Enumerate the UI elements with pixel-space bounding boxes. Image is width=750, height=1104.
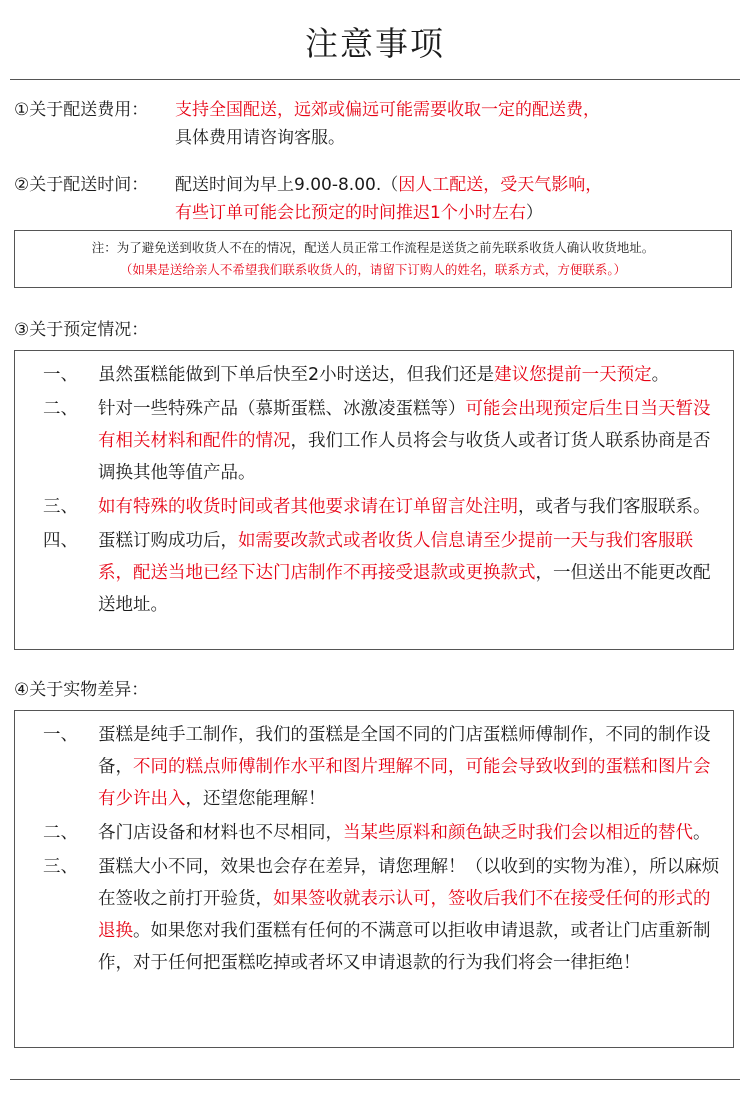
top-divider bbox=[10, 79, 740, 80]
highlight-text: 支持全国配送，远郊或偏远可能需要收取一定的配送费， bbox=[175, 100, 600, 120]
item-text: 各门店设备和材料也不尽相同， bbox=[98, 823, 343, 843]
section-heading: ①关于配送费用： bbox=[14, 100, 149, 120]
list-item bbox=[43, 525, 723, 621]
item-highlight: 不同的糕点师傅制作水平和图片理解不同，可能会导致收到的蛋糕和图片会有少许出入 bbox=[98, 757, 711, 809]
item-highlight: 可能会出现预定后生日当天暂没有相关材料和配件的情况 bbox=[98, 399, 711, 451]
note-line-highlight: （如果是送给亲人不希望我们联系收货人的，请留下订购人的姓名，联系方式，方便联系。） bbox=[119, 262, 627, 277]
list-item bbox=[43, 393, 723, 489]
item-text: 虽然蛋糕能做到下单后快至2小时送达，但我们还是 bbox=[98, 365, 495, 385]
item-text: 蛋糕大小不同，效果也会存在差异，请您理解！（以收到的实物为准），所以麻烦在签收之前打开验货， bbox=[98, 857, 720, 909]
item-text: 。 bbox=[693, 823, 711, 843]
delivery-time-content bbox=[175, 171, 602, 227]
list-item bbox=[43, 359, 723, 391]
item-number: 二、 bbox=[43, 399, 78, 419]
section-delivery-time bbox=[14, 171, 148, 199]
item-highlight: 如有特殊的收货时间或者其他要求请在订单留言处注明 bbox=[98, 497, 518, 517]
reservation-box bbox=[14, 350, 734, 650]
item-text: ，或者与我们客服联系。 bbox=[518, 497, 711, 517]
body-text: 配送时间为早上9.00-8.00.（ bbox=[175, 175, 399, 195]
body-text: ） bbox=[525, 203, 543, 223]
list-item bbox=[43, 719, 723, 815]
item-highlight: 建议您提前一天预定 bbox=[494, 365, 652, 385]
item-text: ，一但送出不能更改配送地址。 bbox=[98, 563, 711, 615]
item-text: 。 bbox=[651, 365, 670, 385]
bottom-divider bbox=[10, 1079, 740, 1080]
list-item bbox=[43, 491, 723, 523]
section-physical-difference bbox=[14, 676, 148, 704]
page-title: 注意事项 bbox=[305, 24, 445, 63]
item-number: 三、 bbox=[43, 497, 78, 517]
note-line: 注：为了避免送到收货人不在的情况，配送人员正常工作流程是送货之前先联系收货人确认收货地址。 bbox=[91, 240, 655, 255]
item-text: 针对一些特殊产品（慕斯蛋糕、冰激凌蛋糕等） bbox=[98, 399, 466, 419]
section-heading: ②关于配送时间： bbox=[14, 175, 149, 195]
item-number: 一、 bbox=[43, 725, 78, 745]
item-number: 四、 bbox=[43, 531, 78, 551]
item-text: 蛋糕是纯手工制作，我们的蛋糕是全国不同的门店蛋糕师傅制作，不同的制作设备， bbox=[98, 725, 711, 777]
item-number: 一、 bbox=[43, 365, 78, 385]
item-number: 三、 bbox=[43, 857, 78, 877]
item-number: 二、 bbox=[43, 823, 78, 843]
highlight-text: 有些订单可能会比预定的时间推迟1个小时左右 bbox=[175, 203, 526, 223]
section-delivery-fee bbox=[14, 96, 148, 124]
section-heading: ③关于预定情况： bbox=[14, 320, 149, 340]
section-reservation bbox=[14, 316, 148, 344]
item-text: 。如果您对我们蛋糕有任何的不满意可以拒收申请退款，或者让门店重新制作，对于任何把蛋糕吃掉或者坏又申请退款的行为我们将会一律拒绝！ bbox=[98, 921, 711, 973]
list-item bbox=[43, 817, 723, 849]
body-text: 具体费用请咨询客服。 bbox=[175, 128, 345, 148]
item-text: ，还望您能理解！ bbox=[185, 789, 326, 809]
item-highlight: 如果签收就表示认可，签收后我们不在接受任何的形式的退换 bbox=[98, 889, 711, 941]
item-text: 蛋糕订购成功后， bbox=[98, 531, 238, 551]
item-text: ，我们工作人员将会与收货人或者订货人联系协商是否调换其他等值产品。 bbox=[98, 431, 711, 483]
delivery-fee-content bbox=[175, 96, 600, 152]
delivery-note-box bbox=[14, 230, 732, 288]
list-item bbox=[43, 851, 723, 979]
item-highlight: 如需要改款式或者收货人信息请至少提前一天与我们客服联系，配送当地已经下达门店制作不再接受退款或更换款式 bbox=[98, 531, 693, 583]
item-highlight: 当某些原料和颜色缺乏时我们会以相近的替代 bbox=[343, 823, 693, 843]
difference-box bbox=[14, 710, 734, 1048]
highlight-text: 因人工配送，受天气影响， bbox=[398, 175, 603, 195]
section-heading: ④关于实物差异： bbox=[14, 680, 149, 700]
